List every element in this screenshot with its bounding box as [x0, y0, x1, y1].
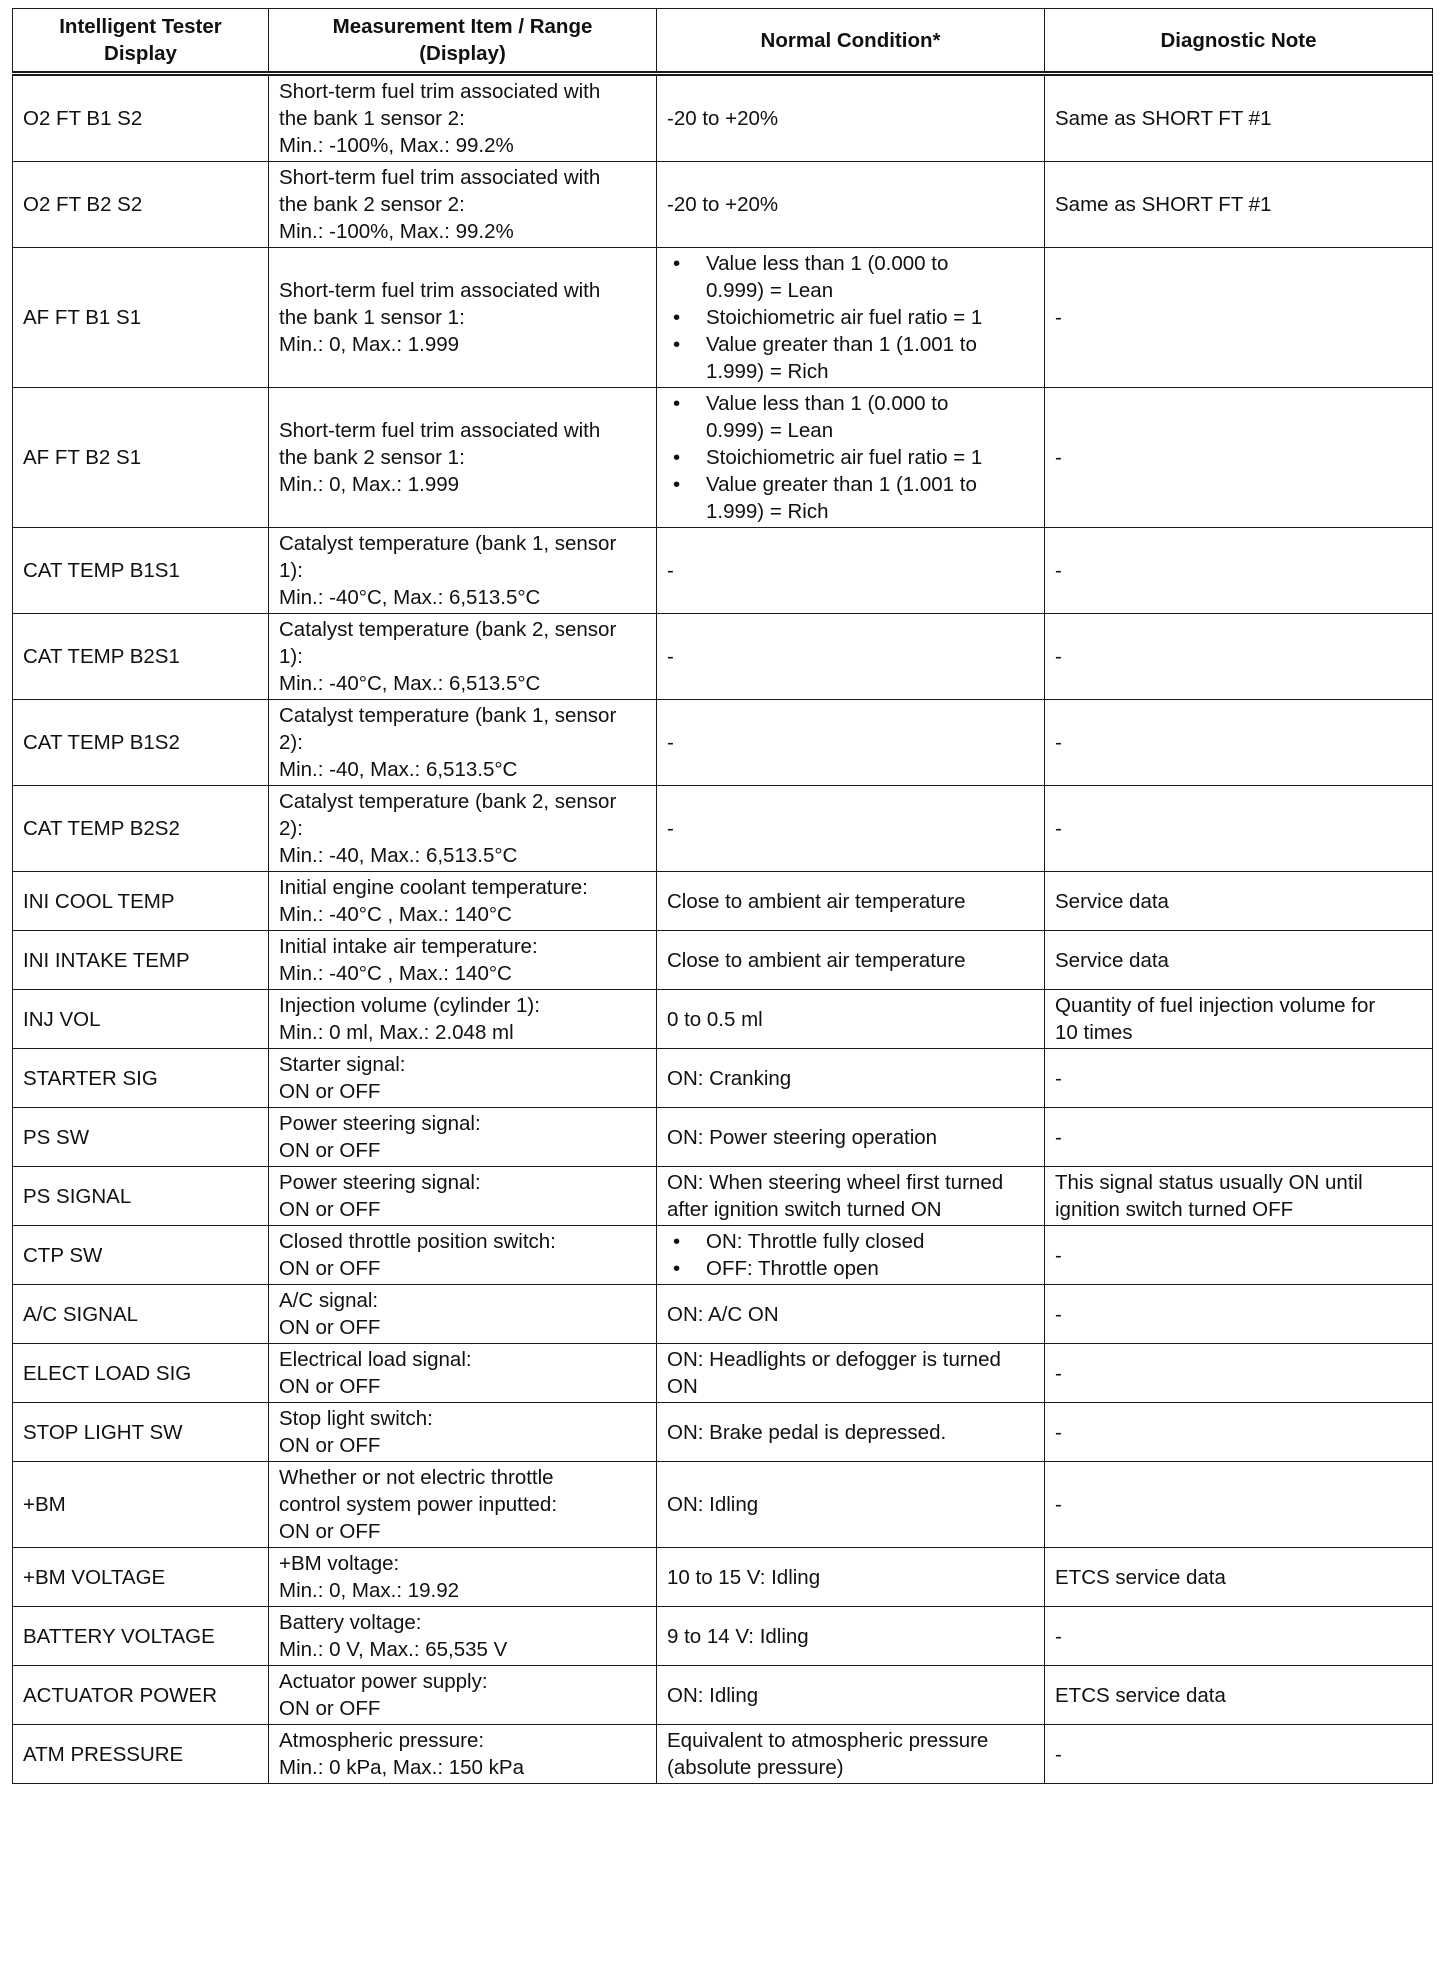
- measurement-line: Min.: -40, Max.: 6,513.5°C: [279, 844, 518, 867]
- diagnostic-note-cell: [1045, 931, 1433, 990]
- normal-condition-list: [667, 1228, 1034, 1282]
- measurement-line: ON or OFF: [279, 1697, 381, 1720]
- display-name: PS SIGNAL: [23, 1184, 132, 1208]
- display-cell: [13, 1226, 269, 1285]
- table-row: [13, 990, 1433, 1049]
- normal-condition-line: (absolute pressure): [667, 1756, 844, 1779]
- normal-condition-line: -20 to +20%: [667, 193, 779, 216]
- diagnostic-note-line: -: [1055, 306, 1062, 329]
- measurement-line: Min.: 0, Max.: 19.92: [279, 1579, 460, 1602]
- diagnostic-note-line: ignition switch turned OFF: [1055, 1198, 1294, 1221]
- diagnostic-note-line: -: [1055, 1420, 1062, 1444]
- measurement-line: Min.: 0, Max.: 1.999: [279, 333, 460, 356]
- measurement-line: Catalyst temperature (bank 1, sensor: [279, 532, 617, 555]
- bullet-line: • Value greater than 1 (1.001 to: [706, 473, 977, 496]
- bullet-line: 0.999) = Lean: [706, 419, 834, 442]
- measurement-cell: [269, 786, 657, 872]
- normal-condition-cell: [657, 1344, 1045, 1403]
- normal-condition-cell: [657, 1226, 1045, 1285]
- measurement-cell: [269, 528, 657, 614]
- measurement-cell: [269, 1548, 657, 1607]
- display-cell: [13, 248, 269, 388]
- display-name: INI INTAKE TEMP: [23, 948, 190, 972]
- table-row: [13, 528, 1433, 614]
- measurement-cell: [269, 614, 657, 700]
- measurement-line: Short-term fuel trim associated with: [279, 166, 601, 189]
- diagnostic-note-cell: [1045, 1344, 1433, 1403]
- normal-condition-line: -: [667, 731, 674, 754]
- table-row: [13, 388, 1433, 528]
- diagnostic-note-cell: [1045, 74, 1433, 162]
- display-name: ELECT LOAD SIG: [23, 1361, 192, 1385]
- normal-condition-line: -: [667, 645, 674, 668]
- normal-condition-line: after ignition switch turned ON: [667, 1198, 942, 1221]
- diagnostic-note-line: -: [1055, 1361, 1062, 1385]
- diagnostic-note-line: Same as SHORT FT #1: [1055, 107, 1272, 130]
- measurement-line: Catalyst temperature (bank 2, sensor: [279, 618, 617, 641]
- normal-condition-cell: [657, 1108, 1045, 1167]
- display-name: +BM: [23, 1493, 66, 1516]
- normal-condition-line: ON: Headlights or defogger is turned: [667, 1348, 1001, 1371]
- diagnostic-note-line: -: [1055, 1125, 1062, 1149]
- normal-condition-cell: [657, 528, 1045, 614]
- table-body: [13, 74, 1433, 1784]
- display-cell: [13, 1403, 269, 1462]
- table-row: [13, 1285, 1433, 1344]
- normal-condition-bullet: [667, 250, 1034, 304]
- diagnostic-note-line: -: [1055, 1493, 1062, 1516]
- measurement-cell: [269, 1725, 657, 1784]
- measurement-cell: [269, 931, 657, 990]
- display-cell: [13, 614, 269, 700]
- diagnostic-note-line: ETCS service data: [1055, 1565, 1226, 1589]
- diagnostic-data-table: [12, 8, 1433, 1784]
- diagnostic-note-cell: [1045, 1725, 1433, 1784]
- measurement-cell: [269, 388, 657, 528]
- measurement-line: 2):: [279, 731, 303, 754]
- normal-condition-bullet: [667, 304, 1034, 331]
- measurement-line: 2):: [279, 817, 303, 840]
- bullet-line: 1.999) = Rich: [706, 500, 829, 523]
- normal-condition-line: 0 to 0.5 ml: [667, 1007, 763, 1031]
- display-name: ATM PRESSURE: [23, 1742, 184, 1766]
- diagnostic-note-line: This signal status usually ON until: [1055, 1171, 1363, 1194]
- diagnostic-note-line: -: [1055, 1624, 1062, 1648]
- diagnostic-note-cell: [1045, 1167, 1433, 1226]
- display-name: INJ VOL: [23, 1007, 101, 1031]
- table-row: [13, 74, 1433, 162]
- normal-condition-cell: [657, 1607, 1045, 1666]
- measurement-line: A/C signal:: [279, 1289, 379, 1312]
- normal-condition-line: -: [667, 559, 674, 582]
- display-cell: [13, 872, 269, 931]
- measurement-line: Battery voltage:: [279, 1611, 422, 1634]
- normal-condition-cell: [657, 872, 1045, 931]
- table-row: [13, 872, 1433, 931]
- normal-condition-cell: [657, 1167, 1045, 1226]
- header-measurement: [269, 9, 657, 74]
- display-name: INI COOL TEMP: [23, 889, 175, 913]
- display-name: AF FT B2 S1: [23, 446, 142, 469]
- measurement-line: Catalyst temperature (bank 1, sensor: [279, 704, 617, 727]
- display-cell: [13, 388, 269, 528]
- measurement-line: Min.: -100%, Max.: 99.2%: [279, 134, 514, 157]
- diagnostic-note-line: -: [1055, 1243, 1062, 1267]
- measurement-line: Min.: 0 kPa, Max.: 150 kPa: [279, 1756, 524, 1779]
- diagnostic-note-line: Quantity of fuel injection volume for: [1055, 994, 1376, 1017]
- table-row: [13, 614, 1433, 700]
- display-name: CAT TEMP B2S2: [23, 817, 180, 840]
- table-row: [13, 1548, 1433, 1607]
- table-row: [13, 1167, 1433, 1226]
- measurement-line: ON or OFF: [279, 1139, 381, 1162]
- display-cell: [13, 74, 269, 162]
- bullet-line: • Value greater than 1 (1.001 to: [706, 333, 977, 356]
- normal-condition-bullet: [667, 1228, 1034, 1255]
- measurement-cell: [269, 700, 657, 786]
- normal-condition-line: ON: [667, 1375, 698, 1398]
- display-cell: [13, 1548, 269, 1607]
- measurement-cell: [269, 1049, 657, 1108]
- normal-condition-bullet: [667, 471, 1034, 525]
- diagnostic-note-cell: [1045, 528, 1433, 614]
- table-row: [13, 162, 1433, 248]
- diagnostic-note-cell: [1045, 614, 1433, 700]
- measurement-line: ON or OFF: [279, 1198, 381, 1221]
- normal-condition-cell: [657, 614, 1045, 700]
- measurement-cell: [269, 1666, 657, 1725]
- display-cell: [13, 1167, 269, 1226]
- display-name: PS SW: [23, 1125, 90, 1149]
- normal-condition-line: Close to ambient air temperature: [667, 889, 966, 913]
- measurement-cell: [269, 1167, 657, 1226]
- measurement-line: ON or OFF: [279, 1434, 381, 1457]
- display-cell: [13, 700, 269, 786]
- normal-condition-cell: [657, 700, 1045, 786]
- measurement-line: Whether or not electric throttle: [279, 1466, 554, 1489]
- measurement-line: Atmospheric pressure:: [279, 1729, 485, 1752]
- bullet-line: 0.999) = Lean: [706, 279, 834, 302]
- table-row: [13, 1108, 1433, 1167]
- display-cell: [13, 1108, 269, 1167]
- display-name: CTP SW: [23, 1243, 103, 1267]
- measurement-line: the bank 2 sensor 2:: [279, 193, 465, 216]
- diagnostic-note-line: Service data: [1055, 889, 1169, 913]
- header-diagnostic-note: Diagnostic Note: [1045, 9, 1433, 74]
- diagnostic-note-cell: [1045, 1462, 1433, 1548]
- normal-condition-line: ON: A/C ON: [667, 1302, 779, 1326]
- display-cell: [13, 1462, 269, 1548]
- measurement-line: Initial intake air temperature:: [279, 935, 538, 958]
- normal-condition-line: ON: Cranking: [667, 1066, 792, 1090]
- bullet-line: • OFF: Throttle open: [706, 1257, 879, 1280]
- display-cell: [13, 1666, 269, 1725]
- normal-condition-bullet: [667, 1255, 1034, 1282]
- measurement-line: the bank 2 sensor 1:: [279, 446, 465, 469]
- measurement-line: ON or OFF: [279, 1316, 381, 1339]
- normal-condition-cell: [657, 1285, 1045, 1344]
- measurement-line: ON or OFF: [279, 1080, 381, 1103]
- measurement-line: Starter signal:: [279, 1053, 406, 1076]
- measurement-line: Short-term fuel trim associated with: [279, 80, 601, 103]
- diagnostic-note-line: 10 times: [1055, 1021, 1133, 1044]
- diagnostic-note-line: -: [1055, 559, 1062, 582]
- display-name: O2 FT B1 S2: [23, 107, 143, 130]
- normal-condition-line: 10 to 15 V: Idling: [667, 1565, 821, 1589]
- header-row: [13, 9, 1433, 74]
- normal-condition-cell: [657, 1666, 1045, 1725]
- table-row: [13, 1725, 1433, 1784]
- diagnostic-note-line: -: [1055, 1302, 1062, 1326]
- normal-condition-cell: [657, 162, 1045, 248]
- diagnostic-note-cell: [1045, 1548, 1433, 1607]
- table-row: [13, 700, 1433, 786]
- measurement-line: Short-term fuel trim associated with: [279, 279, 601, 302]
- measurement-cell: [269, 1344, 657, 1403]
- diagnostic-note-line: Same as SHORT FT #1: [1055, 193, 1272, 216]
- measurement-line: Electrical load signal:: [279, 1348, 472, 1371]
- measurement-line: Min.: -40°C, Max.: 6,513.5°C: [279, 586, 541, 609]
- header-line: Display: [104, 42, 177, 65]
- header-normal-condition: Normal Condition*: [657, 9, 1045, 74]
- table-row: [13, 1666, 1433, 1725]
- display-cell: [13, 990, 269, 1049]
- normal-condition-cell: [657, 990, 1045, 1049]
- display-name: STOP LIGHT SW: [23, 1420, 183, 1444]
- measurement-cell: [269, 1226, 657, 1285]
- normal-condition-cell: [657, 1462, 1045, 1548]
- header-line: Intelligent Tester: [59, 15, 222, 38]
- normal-condition-line: -: [667, 817, 674, 840]
- measurement-cell: [269, 162, 657, 248]
- diagnostic-note-cell: [1045, 1285, 1433, 1344]
- display-name: STARTER SIG: [23, 1066, 158, 1090]
- measurement-line: Actuator power supply:: [279, 1670, 488, 1693]
- normal-condition-cell: [657, 1049, 1045, 1108]
- normal-condition-line: ON: When steering wheel first turned: [667, 1171, 1004, 1194]
- diagnostic-note-line: -: [1055, 446, 1062, 469]
- table-row: [13, 1344, 1433, 1403]
- diagnostic-note-line: -: [1055, 817, 1062, 840]
- measurement-cell: [269, 1403, 657, 1462]
- diagnostic-note-cell: [1045, 1403, 1433, 1462]
- measurement-line: the bank 1 sensor 2:: [279, 107, 465, 130]
- measurement-cell: [269, 1607, 657, 1666]
- normal-condition-bullet: [667, 331, 1034, 385]
- table-row: [13, 1403, 1433, 1462]
- table-row: [13, 1607, 1433, 1666]
- normal-condition-cell: [657, 1403, 1045, 1462]
- normal-condition-cell: [657, 931, 1045, 990]
- display-name: ACTUATOR POWER: [23, 1683, 217, 1707]
- normal-condition-line: Equivalent to atmospheric pressure: [667, 1729, 989, 1752]
- display-cell: [13, 1344, 269, 1403]
- normal-condition-line: ON: Idling: [667, 1493, 759, 1516]
- normal-condition-line: ON: Idling: [667, 1683, 759, 1707]
- table-row: [13, 1462, 1433, 1548]
- diagnostic-note-cell: [1045, 1049, 1433, 1108]
- display-cell: [13, 1049, 269, 1108]
- normal-condition-cell: [657, 388, 1045, 528]
- normal-condition-line: ON: Brake pedal is depressed.: [667, 1420, 947, 1444]
- measurement-cell: [269, 990, 657, 1049]
- bullet-line: 1.999) = Rich: [706, 360, 829, 383]
- display-cell: [13, 528, 269, 614]
- measurement-line: Closed throttle position switch:: [279, 1230, 556, 1253]
- measurement-line: Min.: -40°C, Max.: 6,513.5°C: [279, 672, 541, 695]
- table-row: [13, 931, 1433, 990]
- normal-condition-bullet: [667, 444, 1034, 471]
- measurement-line: Initial engine coolant temperature:: [279, 876, 588, 899]
- diagnostic-note-line: -: [1055, 645, 1062, 668]
- measurement-line: Injection volume (cylinder 1):: [279, 994, 540, 1017]
- table-row: [13, 786, 1433, 872]
- diagnostic-note-cell: [1045, 872, 1433, 931]
- display-cell: [13, 1725, 269, 1784]
- diagnostic-note-cell: [1045, 388, 1433, 528]
- bullet-line: • Value less than 1 (0.000 to: [706, 392, 949, 415]
- measurement-cell: [269, 1462, 657, 1548]
- measurement-line: Power steering signal:: [279, 1171, 481, 1194]
- measurement-line: Power steering signal:: [279, 1112, 481, 1135]
- measurement-line: Catalyst temperature (bank 2, sensor: [279, 790, 617, 813]
- header-line: (Display): [419, 42, 506, 65]
- normal-condition-line: -20 to +20%: [667, 107, 779, 130]
- measurement-line: Min.: -40°C , Max.: 140°C: [279, 903, 512, 926]
- table-row: [13, 248, 1433, 388]
- measurement-line: ON or OFF: [279, 1257, 381, 1280]
- table-row: [13, 1049, 1433, 1108]
- bullet-line: • ON: Throttle fully closed: [706, 1230, 925, 1253]
- normal-condition-line: Close to ambient air temperature: [667, 948, 966, 972]
- diagnostic-note-cell: [1045, 1226, 1433, 1285]
- measurement-line: 1):: [279, 559, 303, 582]
- measurement-line: Min.: 0, Max.: 1.999: [279, 473, 460, 496]
- display-cell: [13, 1607, 269, 1666]
- normal-condition-list: [667, 250, 1034, 385]
- measurement-line: Stop light switch:: [279, 1407, 433, 1430]
- header-display: [13, 9, 269, 74]
- measurement-line: the bank 1 sensor 1:: [279, 306, 465, 329]
- normal-condition-cell: [657, 1548, 1045, 1607]
- measurement-line: Min.: 0 V, Max.: 65,535 V: [279, 1638, 508, 1661]
- measurement-line: +BM voltage:: [279, 1552, 400, 1575]
- normal-condition-bullet: [667, 390, 1034, 444]
- normal-condition-line: ON: Power steering operation: [667, 1125, 938, 1149]
- diagnostic-note-cell: [1045, 700, 1433, 786]
- measurement-cell: [269, 248, 657, 388]
- normal-condition-line: 9 to 14 V: Idling: [667, 1624, 809, 1648]
- diagnostic-note-cell: [1045, 990, 1433, 1049]
- display-name: A/C SIGNAL: [23, 1302, 139, 1326]
- measurement-cell: [269, 74, 657, 162]
- diagnostic-note-line: ETCS service data: [1055, 1683, 1226, 1707]
- bullet-line: • Stoichiometric air fuel ratio = 1: [706, 306, 983, 329]
- display-name: BATTERY VOLTAGE: [23, 1624, 215, 1648]
- diagnostic-note-cell: [1045, 248, 1433, 388]
- bullet-line: • Value less than 1 (0.000 to: [706, 252, 949, 275]
- measurement-line: Min.: -40, Max.: 6,513.5°C: [279, 758, 518, 781]
- display-name: CAT TEMP B1S2: [23, 731, 180, 754]
- diagnostic-note-line: -: [1055, 731, 1062, 754]
- normal-condition-cell: [657, 74, 1045, 162]
- normal-condition-cell: [657, 248, 1045, 388]
- measurement-line: 1):: [279, 645, 303, 668]
- measurement-line: Min.: -40°C , Max.: 140°C: [279, 962, 512, 985]
- display-cell: [13, 162, 269, 248]
- measurement-line: Short-term fuel trim associated with: [279, 419, 601, 442]
- diagnostic-note-line: -: [1055, 1742, 1062, 1766]
- display-name: AF FT B1 S1: [23, 306, 142, 329]
- table-row: [13, 1226, 1433, 1285]
- normal-condition-list: [667, 390, 1034, 525]
- normal-condition-cell: [657, 1725, 1045, 1784]
- diagnostic-note-cell: [1045, 1108, 1433, 1167]
- display-name: CAT TEMP B1S1: [23, 559, 180, 582]
- display-cell: [13, 1285, 269, 1344]
- bullet-line: • Stoichiometric air fuel ratio = 1: [706, 446, 983, 469]
- display-name: +BM VOLTAGE: [23, 1565, 166, 1589]
- measurement-line: ON or OFF: [279, 1375, 381, 1398]
- measurement-cell: [269, 872, 657, 931]
- diagnostic-note-line: Service data: [1055, 948, 1169, 972]
- display-cell: [13, 931, 269, 990]
- measurement-line: ON or OFF: [279, 1520, 381, 1543]
- normal-condition-cell: [657, 786, 1045, 872]
- diagnostic-note-cell: [1045, 1666, 1433, 1725]
- header-line: Measurement Item / Range: [332, 15, 593, 38]
- display-name: O2 FT B2 S2: [23, 193, 143, 216]
- measurement-line: Min.: 0 ml, Max.: 2.048 ml: [279, 1021, 514, 1044]
- display-name: CAT TEMP B2S1: [23, 645, 180, 668]
- measurement-line: control system power inputted:: [279, 1493, 558, 1516]
- diagnostic-note-cell: [1045, 1607, 1433, 1666]
- measurement-cell: [269, 1108, 657, 1167]
- measurement-line: Min.: -100%, Max.: 99.2%: [279, 220, 514, 243]
- diagnostic-note-cell: [1045, 162, 1433, 248]
- diagnostic-note-cell: [1045, 786, 1433, 872]
- display-cell: [13, 786, 269, 872]
- diagnostic-note-line: -: [1055, 1066, 1062, 1090]
- measurement-cell: [269, 1285, 657, 1344]
